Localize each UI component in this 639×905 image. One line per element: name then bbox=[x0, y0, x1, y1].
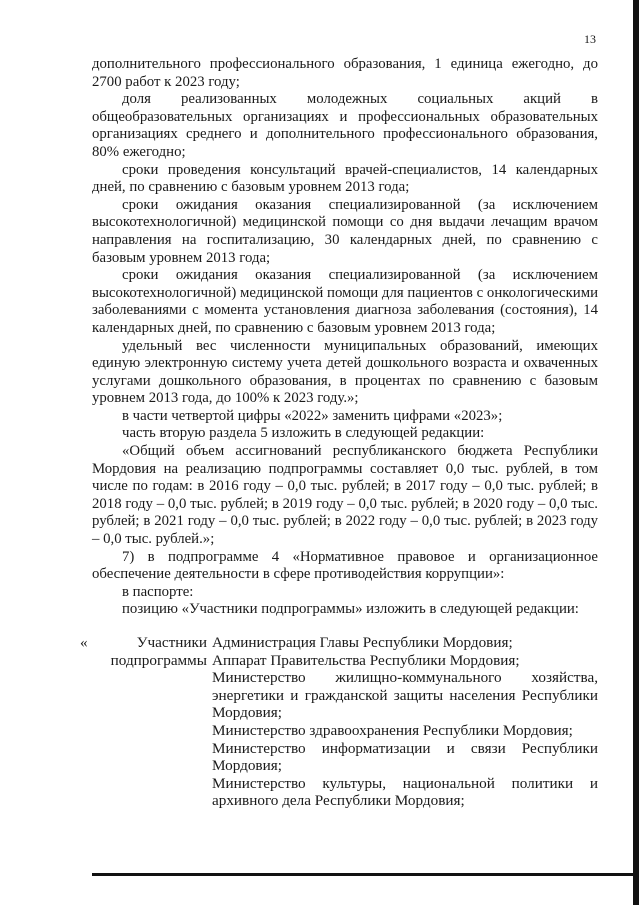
scan-edge-bottom bbox=[92, 873, 639, 876]
participant-item: Министерство информатизации и связи Республики Мордовия; bbox=[212, 739, 598, 775]
participant-item: Министерство здравоохранения Республики Мордовия; bbox=[212, 721, 573, 739]
paragraph: дополнительного профессионального образования, 1 единица ежегодно, до 2700 работ к 2023 году; bbox=[92, 56, 598, 90]
paragraph: 7) в подпрограмме 4 «Нормативное правовое и организационное обеспечение деятельности в сфере противодействия коррупции»: bbox=[92, 548, 598, 583]
opening-quote: « bbox=[80, 634, 88, 651]
paragraph: сроки ожидания оказания специализированной (за исключением высокотехнологичной) медицинской помощи со дня выдачи лечащим врачом направления на госпитализацию, 30 календарных дней, по сравнению с базовым уровнем 2013 года; bbox=[92, 196, 598, 266]
participant-item: Министерство культуры, национальной политики и архивного дела Республики Мордовия; bbox=[212, 774, 598, 810]
paragraph: доля реализованных молодежных социальных акций в общеобразовательных организациях и профессиональных образовательных организациях среднего и дополнительного профессионального образования, 80% ежегодно; bbox=[92, 91, 598, 160]
paragraph: в паспорте: bbox=[122, 583, 194, 600]
paragraph: сроки ожидания оказания специализированной (за исключением высокотехнологичной) медицинской помощи для пациентов с онкологическими заболеваниями с момента установления диагноза заболевания (состояния), 14 календарных дней, по сравнению с базовым уровнем 2013 года; bbox=[92, 267, 598, 336]
paragraph: часть вторую раздела 5 изложить в следующей редакции: bbox=[122, 425, 485, 442]
paragraph: сроки проведения консультаций врачей-специалистов, 14 календарных дней, по сравнению с базовым уровнем 2013 года; bbox=[92, 161, 598, 196]
paragraph: в части четвертой цифры «2022» заменить цифрами «2023»; bbox=[122, 407, 503, 424]
body-text bbox=[92, 56, 598, 619]
paragraph: позицию «Участники подпрограммы» изложить в следующей редакции: bbox=[122, 601, 579, 618]
scan-edge-right bbox=[633, 0, 639, 905]
participants-list bbox=[212, 634, 598, 810]
participants-label: Участники подпрограммы bbox=[110, 634, 207, 669]
page-number: 13 bbox=[584, 32, 596, 46]
paragraph: удельный вес численности муниципальных образований, имеющих единую электронную систему учета детей дошкольного возраста и охваченных услугами дошкольного образования, в процентах по сравнению с базовым уровнем 2013 года, до 100% к 2023 году.»; bbox=[92, 337, 598, 407]
participant-item: Администрация Главы Республики Мордовия; bbox=[212, 634, 513, 651]
participant-item: Министерство жилищно-коммунального хозяйства, энергетики и гражданской защиты населения Республики Мордовия; bbox=[212, 669, 598, 722]
participant-item: Аппарат Правительства Республики Мордовия; bbox=[212, 651, 520, 669]
paragraph: «Общий объем ассигнований республиканского бюджета Республики Мордовия на реализацию подпрограммы составляет 0,0 тыс. рублей, в том числе по годам: в 2016 году – 0,0 тыс. рублей; в 2017 году – 0,0 тыс. рублей; в 2018 году – 0,0 тыс. рублей; в 2019 году – 0,0 тыс. рублей; в 2020 году – 0,0 тыс. рублей; в 2021 году – 0,0 тыс. рублей; в 2022 году – 0,0 тыс. рублей; в 2023 году – 0,0 тыс. рублей.»; bbox=[92, 443, 598, 548]
